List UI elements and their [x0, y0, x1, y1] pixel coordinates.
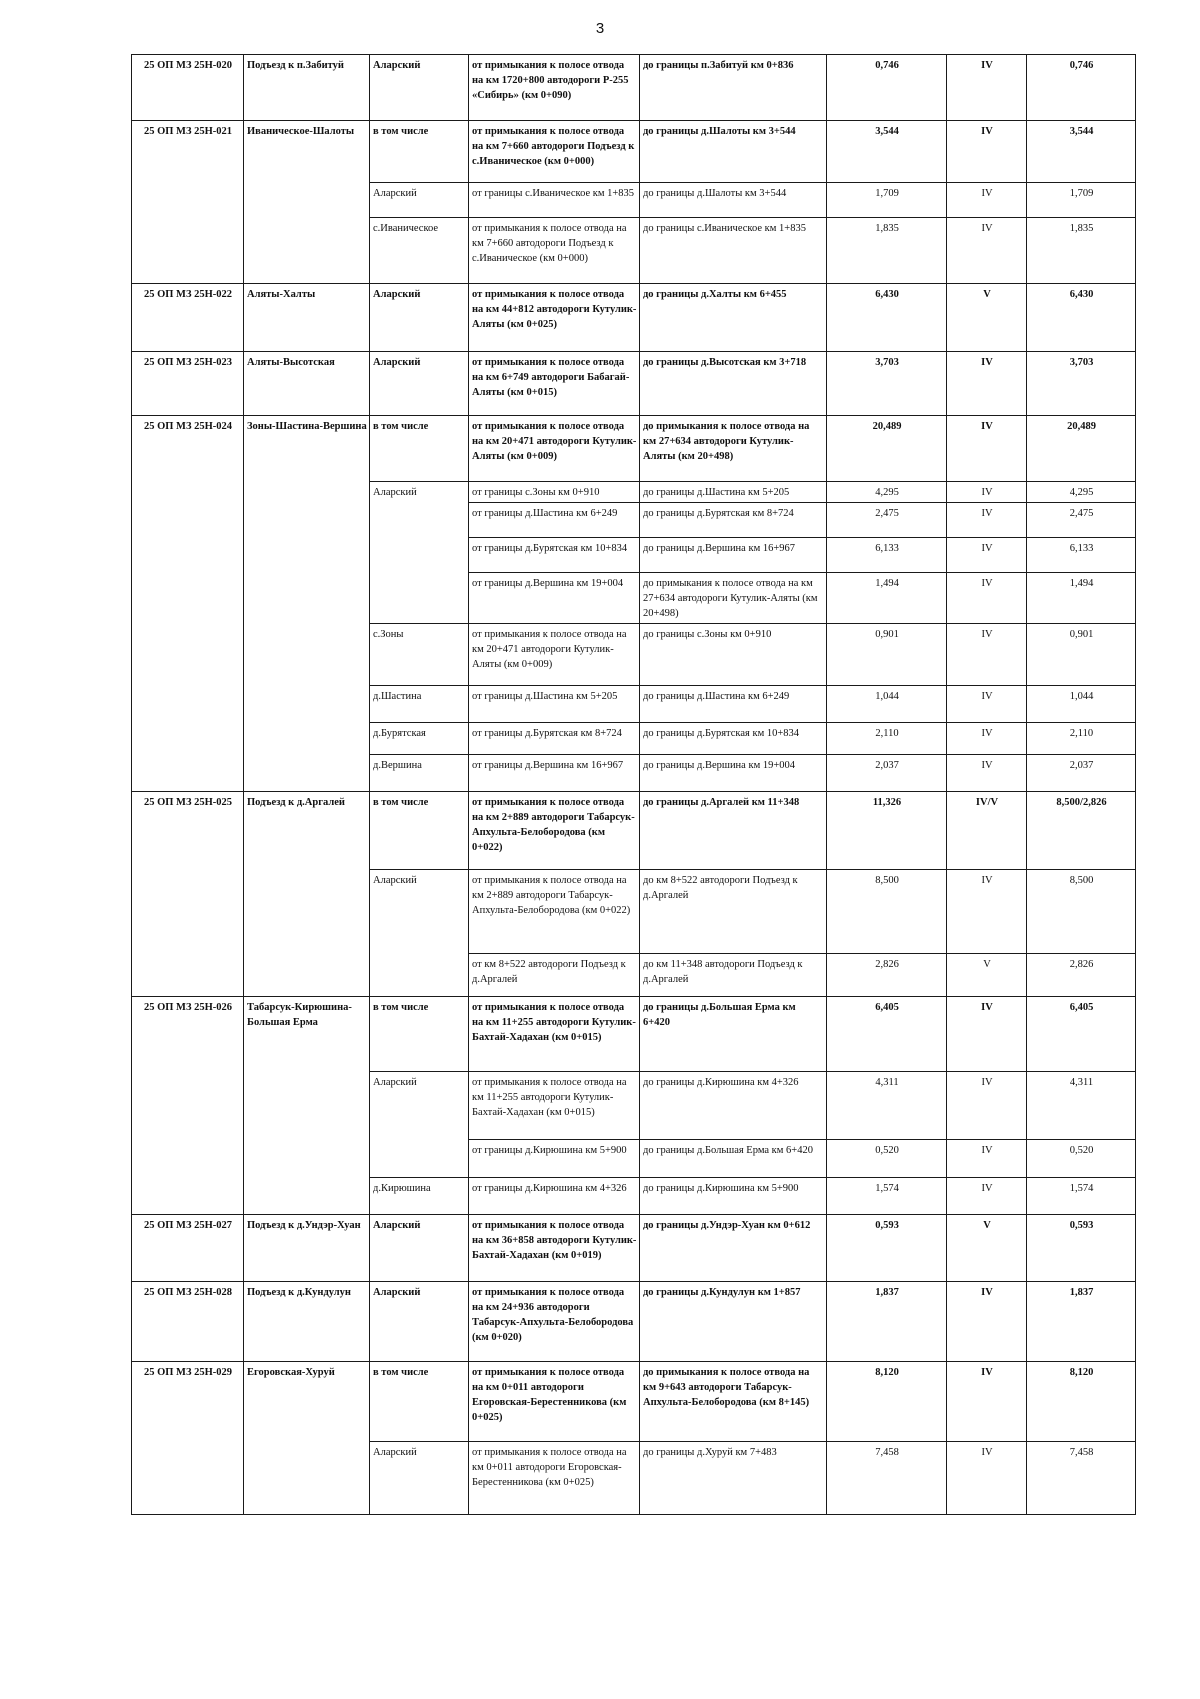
district-cell: в том числе — [370, 997, 469, 1072]
total-length-cell: 1,494 — [1027, 573, 1136, 624]
from-cell: от границы д.Шастина км 5+205 — [469, 686, 640, 723]
from-cell: от примыкания к полосе отвода на км 0+011 автодороги Егоровская-Берестенникова (км 0+025) — [469, 1442, 640, 1515]
length-cell: 6,133 — [827, 538, 947, 573]
table-row — [132, 121, 1136, 183]
to-cell: до границы д.Кундулун км 1+857 — [640, 1282, 827, 1362]
length-cell: 1,494 — [827, 573, 947, 624]
length-cell: 3,703 — [827, 352, 947, 416]
table-row — [132, 416, 1136, 482]
from-cell: от примыкания к полосе отвода на км 0+011 автодороги Егоровская-Берестенникова (км 0+025) — [469, 1362, 640, 1442]
district-cell: в том числе — [370, 416, 469, 482]
total-length-cell: 0,520 — [1027, 1140, 1136, 1178]
length-cell: 6,405 — [827, 997, 947, 1072]
to-cell: до примыкания к полосе отвода на км 27+634 автодороги Кутулик-Аляты (км 20+498) — [640, 416, 827, 482]
district-cell: Аларский — [370, 183, 469, 218]
total-length-cell: 6,430 — [1027, 284, 1136, 352]
length-cell: 1,709 — [827, 183, 947, 218]
district-cell: Аларский — [370, 55, 469, 121]
from-cell: от примыкания к полосе отвода на км 7+660 автодороги Подъезд к с.Иваническое (км 0+000) — [469, 218, 640, 284]
from-cell: от границы с.Зоны км 0+910 — [469, 482, 640, 503]
road-name: Иваническое-Шалоты — [244, 121, 370, 284]
from-cell: от примыкания к полосе отвода на км 44+812 автодороги Кутулик-Аляты (км 0+025) — [469, 284, 640, 352]
category-cell: V — [947, 284, 1027, 352]
road-name: Подъезд к п.Забитуй — [244, 55, 370, 121]
length-cell: 6,430 — [827, 284, 947, 352]
table-row — [132, 1215, 1136, 1282]
to-cell: до границы д.Высотская км 3+718 — [640, 352, 827, 416]
from-cell: от границы д.Вершина км 19+004 — [469, 573, 640, 624]
road-name: Подъезд к д.Аргалей — [244, 792, 370, 997]
total-length-cell: 0,901 — [1027, 624, 1136, 686]
from-cell: от примыкания к полосе отвода на км 36+858 автодороги Кутулик-Бахтай-Хадахан (км 0+019) — [469, 1215, 640, 1282]
road-code: 25 ОП МЗ 25Н-022 — [132, 284, 244, 352]
length-cell: 0,520 — [827, 1140, 947, 1178]
length-cell: 0,901 — [827, 624, 947, 686]
district-cell: Аларский — [370, 1215, 469, 1282]
to-cell: до границы д.Шалоты км 3+544 — [640, 183, 827, 218]
length-cell: 1,837 — [827, 1282, 947, 1362]
road-name: Подъезд к д.Кундулун — [244, 1282, 370, 1362]
road-code: 25 ОП МЗ 25Н-029 — [132, 1362, 244, 1515]
category-cell: V — [947, 954, 1027, 997]
category-cell: IV — [947, 482, 1027, 503]
total-length-cell: 3,703 — [1027, 352, 1136, 416]
table-row — [132, 792, 1136, 870]
to-cell: до границы с.Зоны км 0+910 — [640, 624, 827, 686]
district-cell: в том числе — [370, 792, 469, 870]
category-cell: IV — [947, 503, 1027, 538]
to-cell: до границы д.Вершина км 19+004 — [640, 755, 827, 792]
table-row — [132, 997, 1136, 1072]
district-cell: в том числе — [370, 1362, 469, 1442]
category-cell: IV — [947, 416, 1027, 482]
total-length-cell: 2,826 — [1027, 954, 1136, 997]
to-cell: до границы д.Шастина км 5+205 — [640, 482, 827, 503]
total-length-cell: 3,544 — [1027, 121, 1136, 183]
total-length-cell: 7,458 — [1027, 1442, 1136, 1515]
road-code: 25 ОП МЗ 25Н-025 — [132, 792, 244, 997]
from-cell: от примыкания к полосе отвода на км 24+936 автодороги Табарсук-Апхульта-Белобородова (км 0+020) — [469, 1282, 640, 1362]
category-cell: IV — [947, 352, 1027, 416]
length-cell: 8,500 — [827, 870, 947, 954]
road-name: Аляты-Высотская — [244, 352, 370, 416]
from-cell: от примыкания к полосе отвода на км 20+471 автодороги Кутулик-Аляты (км 0+009) — [469, 624, 640, 686]
roads-table-body — [132, 55, 1136, 1515]
road-name: Аляты-Халты — [244, 284, 370, 352]
category-cell: IV — [947, 1282, 1027, 1362]
road-code: 25 ОП МЗ 25Н-021 — [132, 121, 244, 284]
length-cell: 4,311 — [827, 1072, 947, 1140]
from-cell: от границы д.Кирюшина км 5+900 — [469, 1140, 640, 1178]
to-cell: до примыкания к полосе отвода на км 9+643 автодороги Табарсук-Апхульта-Белобородова (км 8+145) — [640, 1362, 827, 1442]
district-cell: д.Бурятская — [370, 723, 469, 755]
total-length-cell: 4,295 — [1027, 482, 1136, 503]
to-cell: до границы д.Хуруй км 7+483 — [640, 1442, 827, 1515]
district-cell: с.Зоны — [370, 624, 469, 686]
total-length-cell: 6,405 — [1027, 997, 1136, 1072]
district-cell: Аларский — [370, 482, 469, 624]
district-cell: Аларский — [370, 870, 469, 997]
to-cell: до границы д.Шалоты км 3+544 — [640, 121, 827, 183]
category-cell: IV — [947, 686, 1027, 723]
road-name: Табарсук-Кирюшина-Большая Ерма — [244, 997, 370, 1215]
length-cell: 20,489 — [827, 416, 947, 482]
length-cell: 2,475 — [827, 503, 947, 538]
table-row — [132, 284, 1136, 352]
total-length-cell: 4,311 — [1027, 1072, 1136, 1140]
to-cell: до границы д.Кирюшина км 4+326 — [640, 1072, 827, 1140]
to-cell: до границы с.Иваническое км 1+835 — [640, 218, 827, 284]
length-cell: 2,037 — [827, 755, 947, 792]
table-row — [132, 352, 1136, 416]
total-length-cell: 1,835 — [1027, 218, 1136, 284]
category-cell: IV — [947, 55, 1027, 121]
total-length-cell: 1,574 — [1027, 1178, 1136, 1215]
total-length-cell: 0,746 — [1027, 55, 1136, 121]
length-cell: 11,326 — [827, 792, 947, 870]
from-cell: от примыкания к полосе отвода на км 7+660 автодороги Подъезд к с.Иваническое (км 0+000) — [469, 121, 640, 183]
district-cell: д.Шастина — [370, 686, 469, 723]
category-cell: IV — [947, 1072, 1027, 1140]
from-cell: от границы д.Бурятская км 8+724 — [469, 723, 640, 755]
from-cell: от границы с.Иваническое км 1+835 — [469, 183, 640, 218]
category-cell: IV — [947, 870, 1027, 954]
page-number: 3 — [595, 20, 605, 37]
to-cell: до границы д.Бурятская км 8+724 — [640, 503, 827, 538]
road-code: 25 ОП МЗ 25Н-026 — [132, 997, 244, 1215]
road-name: Егоровская-Хуруй — [244, 1362, 370, 1515]
district-cell: д.Кирюшина — [370, 1178, 469, 1215]
from-cell: от границы д.Кирюшина км 4+326 — [469, 1178, 640, 1215]
from-cell: от примыкания к полосе отвода на км 11+255 автодороги Кутулик-Бахтай-Хадахан (км 0+015) — [469, 997, 640, 1072]
from-cell: от примыкания к полосе отвода на км 2+889 автодороги Табарсук-Апхульта-Белобородова (км 0+022) — [469, 792, 640, 870]
total-length-cell: 8,120 — [1027, 1362, 1136, 1442]
total-length-cell: 0,593 — [1027, 1215, 1136, 1282]
category-cell: IV — [947, 1140, 1027, 1178]
length-cell: 2,826 — [827, 954, 947, 997]
total-length-cell: 20,489 — [1027, 416, 1136, 482]
road-code: 25 ОП МЗ 25Н-028 — [132, 1282, 244, 1362]
road-code: 25 ОП МЗ 25Н-023 — [132, 352, 244, 416]
road-code: 25 ОП МЗ 25Н-024 — [132, 416, 244, 792]
road-code: 25 ОП МЗ 25Н-027 — [132, 1215, 244, 1282]
from-cell: от примыкания к полосе отвода на км 6+749 автодороги Бабагай-Аляты (км 0+015) — [469, 352, 640, 416]
road-name: Зоны-Шастина-Вершина — [244, 416, 370, 792]
total-length-cell: 8,500/2,826 — [1027, 792, 1136, 870]
length-cell: 1,044 — [827, 686, 947, 723]
category-cell: IV — [947, 538, 1027, 573]
district-cell: Аларский — [370, 1072, 469, 1178]
length-cell: 3,544 — [827, 121, 947, 183]
road-name: Подъезд к д.Ундэр-Хуан — [244, 1215, 370, 1282]
category-cell: IV — [947, 183, 1027, 218]
length-cell: 0,593 — [827, 1215, 947, 1282]
to-cell: до границы д.Ундэр-Хуан км 0+612 — [640, 1215, 827, 1282]
district-cell: д.Вершина — [370, 755, 469, 792]
from-cell: от границы д.Вершина км 16+967 — [469, 755, 640, 792]
category-cell: IV — [947, 723, 1027, 755]
table-row — [132, 55, 1136, 121]
district-cell: Аларский — [370, 352, 469, 416]
district-cell: с.Иваническое — [370, 218, 469, 284]
table-row — [132, 1282, 1136, 1362]
total-length-cell: 1,044 — [1027, 686, 1136, 723]
to-cell: до границы д.Бурятская км 10+834 — [640, 723, 827, 755]
from-cell: от примыкания к полосе отвода на км 11+255 автодороги Кутулик-Бахтай-Хадахан (км 0+015) — [469, 1072, 640, 1140]
district-cell: Аларский — [370, 1442, 469, 1515]
category-cell: IV — [947, 121, 1027, 183]
to-cell: до границы д.Халты км 6+455 — [640, 284, 827, 352]
category-cell: IV — [947, 1178, 1027, 1215]
length-cell: 7,458 — [827, 1442, 947, 1515]
to-cell: до границы д.Вершина км 16+967 — [640, 538, 827, 573]
category-cell: IV — [947, 1442, 1027, 1515]
category-cell: V — [947, 1215, 1027, 1282]
total-length-cell: 2,110 — [1027, 723, 1136, 755]
length-cell: 8,120 — [827, 1362, 947, 1442]
total-length-cell: 2,037 — [1027, 755, 1136, 792]
category-cell: IV — [947, 218, 1027, 284]
table-row — [132, 1362, 1136, 1442]
to-cell: до км 11+348 автодороги Подъезд к д.Аргалей — [640, 954, 827, 997]
total-length-cell: 8,500 — [1027, 870, 1136, 954]
category-cell: IV — [947, 573, 1027, 624]
category-cell: IV — [947, 624, 1027, 686]
from-cell: от примыкания к полосе отвода на км 2+889 автодороги Табарсук-Апхульта-Белобородова (км 0+022) — [469, 870, 640, 954]
length-cell: 4,295 — [827, 482, 947, 503]
to-cell: до границы д.Аргалей км 11+348 — [640, 792, 827, 870]
from-cell: от примыкания к полосе отвода на км 20+471 автодороги Кутулик-Аляты (км 0+009) — [469, 416, 640, 482]
to-cell: до границы д.Большая Ерма км 6+420 — [640, 997, 827, 1072]
total-length-cell: 6,133 — [1027, 538, 1136, 573]
district-cell: Аларский — [370, 1282, 469, 1362]
length-cell: 0,746 — [827, 55, 947, 121]
district-cell: Аларский — [370, 284, 469, 352]
road-code: 25 ОП МЗ 25Н-020 — [132, 55, 244, 121]
to-cell: до км 8+522 автодороги Подъезд к д.Аргалей — [640, 870, 827, 954]
length-cell: 2,110 — [827, 723, 947, 755]
to-cell: до границы д.Кирюшина км 5+900 — [640, 1178, 827, 1215]
category-cell: IV — [947, 755, 1027, 792]
category-cell: IV/V — [947, 792, 1027, 870]
length-cell: 1,835 — [827, 218, 947, 284]
category-cell: IV — [947, 1362, 1027, 1442]
total-length-cell: 1,837 — [1027, 1282, 1136, 1362]
to-cell: до границы д.Большая Ерма км 6+420 — [640, 1140, 827, 1178]
total-length-cell: 2,475 — [1027, 503, 1136, 538]
length-cell: 1,574 — [827, 1178, 947, 1215]
to-cell: до границы п.Забитуй км 0+836 — [640, 55, 827, 121]
total-length-cell: 1,709 — [1027, 183, 1136, 218]
roads-table — [131, 54, 1136, 1515]
district-cell: в том числе — [370, 121, 469, 183]
to-cell: до границы д.Шастина км 6+249 — [640, 686, 827, 723]
from-cell: от примыкания к полосе отвода на км 1720+800 автодороги Р-255 «Сибирь» (км 0+090) — [469, 55, 640, 121]
to-cell: до примыкания к полосе отвода на км 27+634 автодороги Кутулик-Аляты (км 20+498) — [640, 573, 827, 624]
from-cell: от границы д.Бурятская км 10+834 — [469, 538, 640, 573]
from-cell: от границы д.Шастина км 6+249 — [469, 503, 640, 538]
from-cell: от км 8+522 автодороги Подъезд к д.Аргалей — [469, 954, 640, 997]
category-cell: IV — [947, 997, 1027, 1072]
